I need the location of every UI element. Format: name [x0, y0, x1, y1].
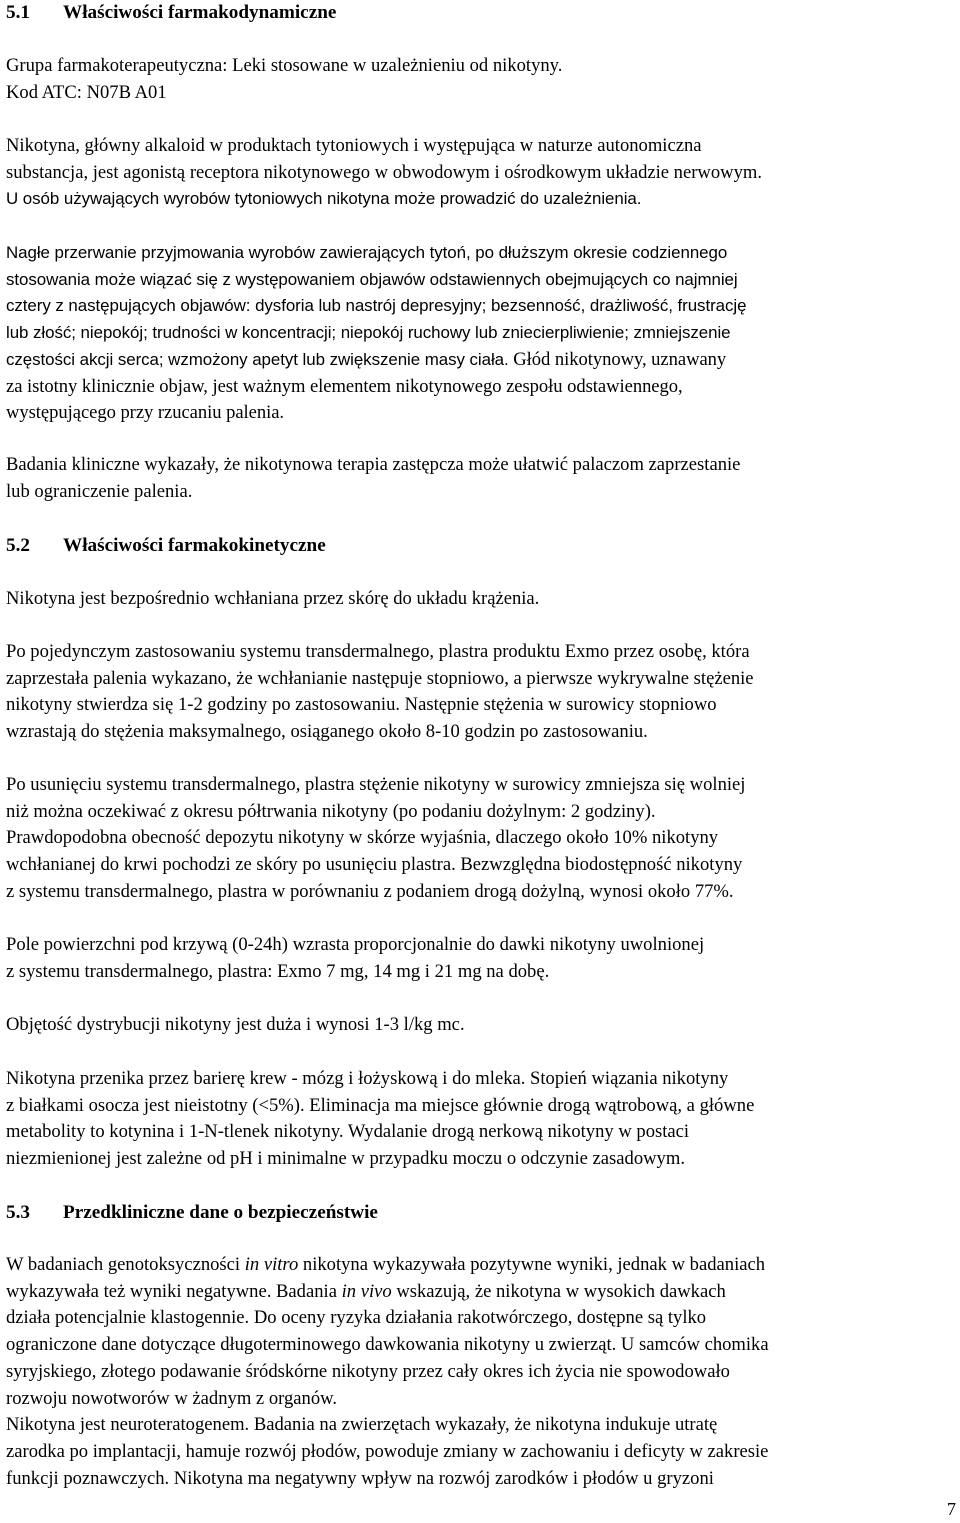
paragraph	[6, 932, 704, 985]
text-line: cztery z następujących objawów: dysforia lub nastrój depresyjny; bezsenność, drażliwość, frustrację	[6, 296, 747, 316]
text-line: Nikotyna jest bezpośrednio wchłaniana przez skórę do układu krążenia.	[6, 588, 540, 609]
text-line: zaprzestała palenia wykazano, że wchłanianie następuje stopniowo, a pierwsze wykrywalne stężenie	[6, 667, 754, 689]
section-number: 5.2	[6, 535, 30, 556]
text-line: stosowania może wiązać się z występowaniem objawów odstawiennych obejmujących co najmniej	[6, 269, 738, 289]
section-heading	[6, 0, 336, 26]
text-line: funkcji poznawczych. Nikotyna ma negatywny wpływ na rozwój zarodków i płodów u gryzoni	[6, 1467, 714, 1489]
text-line: działa potencjalnie klastogennie. Do oceny ryzyka działania rakotwórczego, dostępne są tylko	[6, 1307, 707, 1329]
paragraph	[6, 240, 746, 427]
text-line: niezmienionej jest zależne od pH i minimalne w przypadku moczu o odczynie zasadowym.	[6, 1148, 685, 1170]
paragraph	[6, 1066, 754, 1173]
text-line: z systemu transdermalnego, plastra: Exmo 7 mg, 14 mg i 21 mg na dobę.	[6, 960, 550, 982]
text-line: wskazują, że nikotyna w wysokich dawkach	[391, 1280, 726, 1302]
text-line: Po usunięciu systemu transdermalnego, plastra stężenie nikotyny w surowicy zmniejsza się wolniej	[6, 774, 746, 795]
text-line: Prawdopodobna obecność depozytu nikotyny w skórze wyjaśnia, dlaczego około 10% nikotyny	[6, 827, 719, 849]
text-line: lub złość; niepokój; trudności w koncentracji; niepokój ruchowy lub zniecierpliwienie; zmniejszenie	[6, 323, 731, 343]
text-line: metabolity to kotynina i 1-N-tlenek nikotyny. Wydalanie drogą nerkową nikotyny w postaci	[6, 1121, 690, 1143]
paragraph	[6, 586, 539, 613]
text-line: za istotny klinicznie objaw, jest ważnym elementem nikotynowego zespołu odstawiennego,	[6, 375, 683, 397]
text-line: Objętość dystrybucji nikotyny jest duża i wynosi 1-3 l/kg mc.	[6, 1014, 465, 1035]
text-line: syryjskiego, złotego podawanie śródskórne nikotyny przez cały okres ich życia nie spowodowało	[6, 1360, 730, 1382]
text-line: substancja, jest agonistą receptora nikotynowego w obwodowym i ośrodkowym układzie nerwowym.	[6, 161, 762, 183]
paragraph	[6, 53, 562, 106]
text-line: nikotyny stwierdza się 1-2 godziny po zastosowaniu. Następnie stężenia w surowicy stopniowo	[6, 694, 717, 716]
text-line: Kod ATC: N07B A01	[6, 81, 167, 103]
text-line: wchłanianej do krwi pochodzi ze skóry po usunięciu plastra. Bezwzględna biodostępność nikotyny	[6, 854, 743, 876]
section-number: 5.3	[6, 1202, 30, 1223]
text-line: Nikotyna przenika przez barierę krew - mózg i łożyskową i do mleka. Stopień wiązania nikotyny	[6, 1068, 729, 1089]
text-line: Nagłe przerwanie przyjmowania wyrobów zawierających tytoń, po dłuższym okresie codziennego	[6, 243, 728, 262]
paragraph	[6, 133, 762, 213]
text-line: wykazywała też wyniki negatywne. Badania	[6, 1280, 342, 1302]
italic-term: in vitro	[244, 1254, 299, 1275]
text-line: częstości akcji serca; wzmożony apetyt lub zwiększenie masy ciała.	[6, 349, 509, 369]
paragraph	[6, 1012, 465, 1039]
section-title: Właściwości farmakokinetyczne	[63, 535, 326, 556]
text-line: ograniczone dane dotyczące długoterminowego dawkowania nikotyny u zwierząt. U samców chomika	[6, 1334, 769, 1356]
text-line: nikotyna wykazywała pozytywne wyniki, jednak w badaniach	[298, 1254, 766, 1275]
text-line: U osób używających wyrobów tytoniowych nikotyna może prowadzić do uzależnienia.	[6, 189, 642, 209]
section-title: Właściwości farmakodynamiczne	[63, 2, 337, 23]
text-line: z systemu transdermalnego, plastra w porównaniu z podaniem drogą dożylną, wynosi około 77%.	[6, 880, 734, 902]
text-line: rozwoju nowotworów w żadnym z organów.	[6, 1387, 338, 1409]
text-line: z białkami osocza jest nieistotny (<5%). Eliminacja ma miejsce głównie drogą wątrobową, a główne	[6, 1094, 755, 1116]
text-line: Głód nikotynowy, uznawany	[508, 348, 727, 370]
text-line: niż można oczekiwać z okresu półtrwania nikotyny (po podaniu dożylnym: 2 godziny).	[6, 800, 656, 822]
paragraph	[6, 639, 754, 746]
text-line: Pole powierzchni pod krzywą (0-24h) wzrasta proporcjonalnie do dawki nikotyny uwolnionej	[6, 934, 705, 955]
text-line: W badaniach genotoksyczności	[6, 1254, 245, 1275]
text-line: wzrastają do stężenia maksymalnego, osiąganego około 8-10 godzin po zastosowaniu.	[6, 721, 648, 743]
text-line: Grupa farmakoterapeutyczna: Leki stosowane w uzależnieniu od nikotyny.	[6, 55, 563, 76]
section-title: Przedkliniczne dane o bezpieczeństwie	[63, 1202, 378, 1223]
text-line: Po pojedynczym zastosowaniu systemu transdermalnego, plastra produktu Exmo przez osobę, która	[6, 641, 750, 662]
text-line: Nikotyna, główny alkaloid w produktach tytoniowych i występująca w naturze autonomiczna	[6, 135, 702, 156]
text-line: Nikotyna jest neuroteratogenem. Badania na zwierzętach wykazały, że nikotyna indukuje utratę	[6, 1414, 718, 1436]
section-heading	[6, 533, 326, 559]
text-line: zarodka po implantacji, hamuje rozwój płodów, powoduje zmiany w zachowaniu i deficyty w zakresie	[6, 1440, 769, 1462]
text-line: Badania kliniczne wykazały, że nikotynowa terapia zastępcza może ułatwić palaczom zaprzestanie	[6, 454, 741, 475]
text-line: lub ograniczenie palenia.	[6, 480, 193, 502]
paragraph	[6, 1252, 769, 1492]
text-line: występującego przy rzucaniu palenia.	[6, 402, 285, 424]
italic-term: in vivo	[341, 1280, 392, 1302]
page-number: 7	[947, 1499, 956, 1519]
paragraph	[6, 772, 745, 906]
section-number: 5.1	[6, 2, 30, 23]
paragraph	[6, 452, 740, 505]
section-heading	[6, 1200, 378, 1226]
